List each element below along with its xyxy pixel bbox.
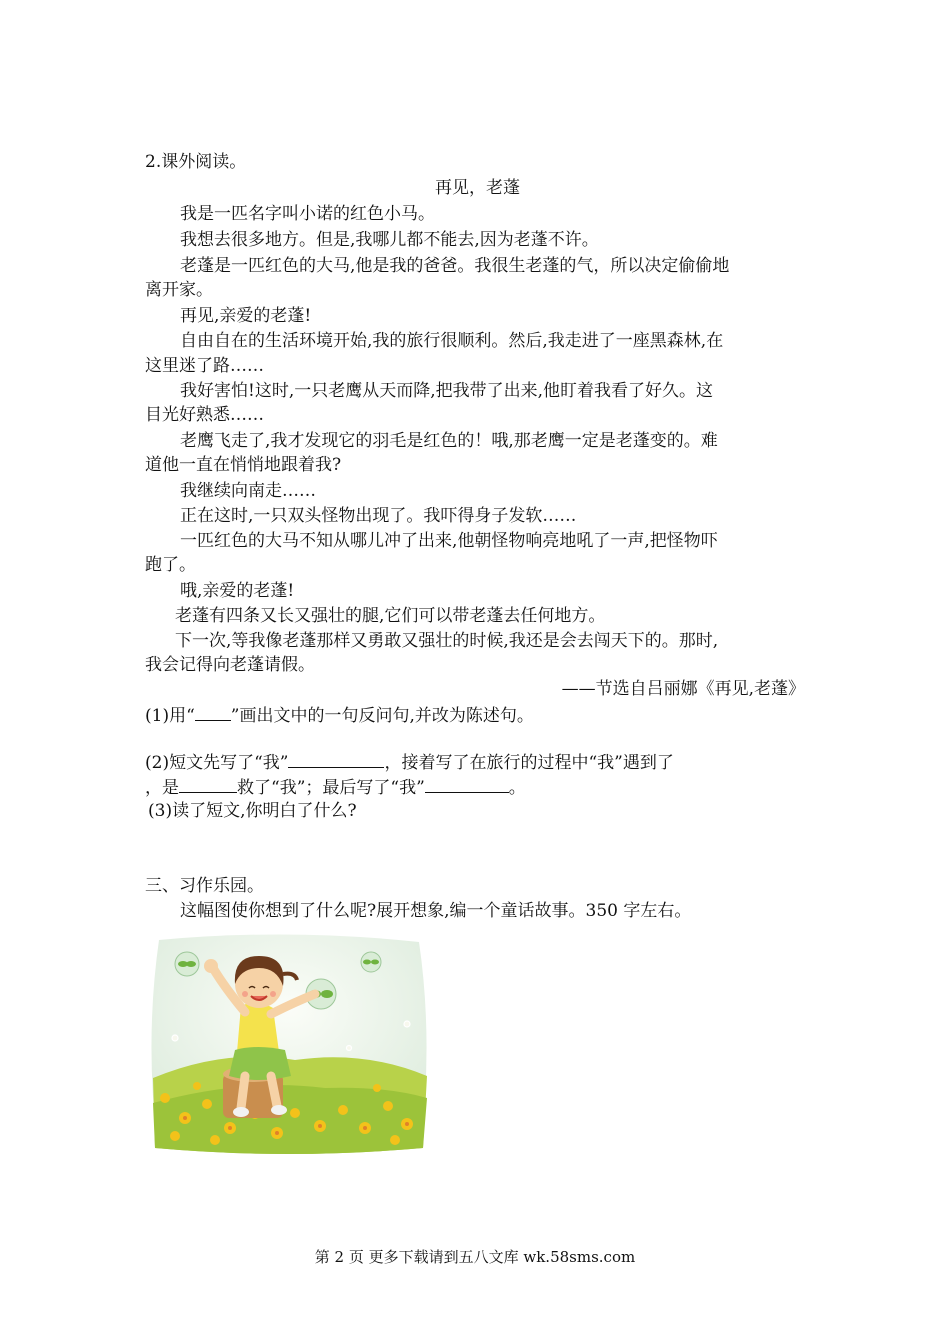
story-paragraph: 老蓬有四条又长又强壮的腿,它们可以带老蓬去任何地方。: [175, 606, 606, 626]
answer-blank-2[interactable]: [179, 774, 237, 793]
story-paragraph: 下一次,等我像老蓬那样又勇敢又强壮的时候,我还是会去闯天下的。那时,: [175, 631, 719, 651]
question-1-text-b: ”画出文中的一句反问句,并改为陈述句。: [230, 706, 534, 726]
story-paragraph: 老蓬是一匹红色的大马,他是我的爸爸。我很生老蓬的气，所以决定偷偷地: [180, 256, 730, 276]
story-paragraph: 我是一匹名字叫小诺的红色小马。: [180, 204, 435, 224]
story-paragraph: 再见,亲爱的老蓬!: [180, 306, 312, 326]
story-paragraph: 一匹红色的大马不知从哪儿冲了出来,他朝怪物响亮地吼了一声,把怪物吓: [180, 531, 718, 551]
story-paragraph: 我继续向南走……: [180, 481, 316, 501]
story-title: 再见，老蓬: [435, 178, 520, 198]
question-2-text-a: (2)短文先写了“我”: [145, 753, 289, 773]
question-2-cont: [145, 774, 810, 800]
story-paragraph-cont: 道他一直在悄悄地跟着我?: [145, 455, 342, 475]
question-2-text-b: ，接着写了在旅行的过程中“我”遇到了: [384, 753, 674, 773]
story-source: ——节选自吕丽娜《再见,老蓬》: [561, 679, 805, 699]
section-heading-writing: 三、习作乐园。: [145, 876, 264, 896]
story-paragraph: 我好害怕!这时,一只老鹰从天而降,把我带了出来,他盯着我看了好久。这: [180, 381, 714, 401]
question-1: [145, 702, 810, 728]
section-heading-reading: 2.课外阅读。: [145, 152, 247, 172]
story-paragraph-cont: 我会记得向老蓬请假。: [145, 655, 315, 675]
illustration-girl-in-meadow: [145, 928, 433, 1156]
story-paragraph: 我想去很多地方。但是,我哪儿都不能去,因为老蓬不许。: [180, 230, 599, 250]
story-paragraph-cont: 离开家。: [145, 280, 213, 300]
underline-marker: [195, 702, 231, 721]
question-2-text-c: ，是: [145, 778, 179, 798]
writing-prompt: 这幅图使你想到了什么呢?展开想象,编一个童话故事。350 字左右。: [180, 901, 692, 921]
question-1-text-a: (1)用“: [145, 706, 195, 726]
story-paragraph: 正在这时,一只双头怪物出现了。我吓得身子发软……: [180, 506, 577, 526]
page-footer: 第 2 页 更多下载请到五八文库 wk.58sms.com: [314, 1248, 636, 1266]
question-2-text-e: 。: [508, 778, 526, 798]
answer-blank-1[interactable]: [288, 749, 384, 768]
story-paragraph: 老鹰飞走了,我才发现它的羽毛是红色的！哦,那老鹰一定是老蓬变的。难: [180, 431, 718, 451]
story-paragraph-cont: 跑了。: [145, 555, 196, 575]
story-paragraph-cont: 这里迷了路……: [145, 356, 264, 376]
question-2-text-d: 救了“我”；最后写了“我”: [237, 778, 425, 798]
question-2: [145, 749, 810, 775]
story-paragraph: 自由自在的生活环境开始,我的旅行很顺利。然后,我走进了一座黑森林,在: [180, 331, 724, 351]
question-3: (3)读了短文,你明白了什么?: [148, 801, 357, 821]
story-paragraph-cont: 目光好熟悉……: [145, 405, 264, 425]
answer-blank-3[interactable]: [425, 774, 509, 793]
story-paragraph: 哦,亲爱的老蓬!: [180, 581, 295, 601]
